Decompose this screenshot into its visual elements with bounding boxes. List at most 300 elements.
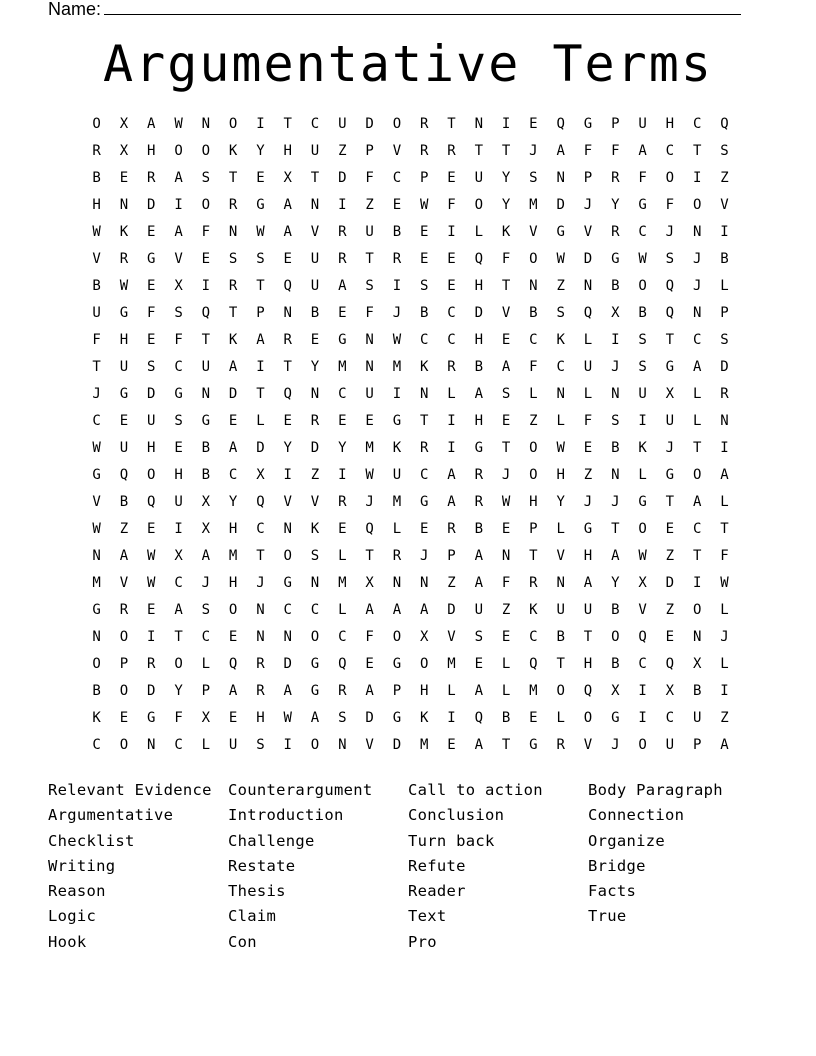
grid-letter[interactable]: O (556, 682, 565, 699)
grid-letter[interactable]: H (256, 709, 265, 726)
grid-letter[interactable]: W (419, 196, 429, 213)
grid-letter[interactable]: T (92, 358, 101, 375)
grid-letter[interactable]: Z (310, 466, 320, 483)
grid-letter[interactable]: O (638, 277, 647, 294)
grid-letter[interactable]: F (611, 142, 620, 159)
grid-letter[interactable]: U (638, 115, 647, 132)
grid-letter[interactable]: T (501, 439, 511, 456)
grid-letter[interactable]: L (638, 466, 647, 483)
grid-letter[interactable]: H (419, 682, 429, 699)
grid-letter[interactable]: A (720, 466, 729, 483)
grid-letter[interactable]: T (665, 331, 675, 348)
grid-letter[interactable]: K (310, 520, 320, 537)
grid-letter[interactable]: F (147, 304, 156, 321)
grid-letter[interactable]: A (256, 331, 265, 348)
grid-letter[interactable]: N (556, 385, 565, 402)
grid-letter[interactable]: X (174, 547, 183, 564)
grid-letter[interactable]: Y (283, 439, 292, 456)
grid-letter[interactable]: R (529, 574, 538, 591)
grid-letter[interactable]: L (720, 655, 729, 672)
grid-letter[interactable]: A (228, 439, 238, 456)
grid-letter[interactable]: O (392, 115, 402, 132)
grid-letter[interactable]: B (474, 358, 484, 375)
grid-letter[interactable]: X (638, 574, 647, 591)
grid-letter[interactable]: S (638, 358, 647, 375)
grid-letter[interactable]: M (92, 574, 101, 591)
grid-letter[interactable]: W (283, 709, 292, 726)
grid-letter[interactable]: G (119, 304, 129, 321)
grid-letter[interactable]: Y (611, 574, 620, 591)
grid-letter[interactable]: N (365, 331, 374, 348)
grid-letter[interactable]: S (174, 304, 183, 321)
grid-letter[interactable]: A (365, 682, 374, 699)
grid-letter[interactable]: D (474, 304, 484, 321)
grid-letter[interactable]: F (365, 628, 374, 645)
grid-letter[interactable]: E (529, 115, 538, 132)
grid-letter[interactable]: O (174, 655, 183, 672)
grid-letter[interactable]: N (365, 358, 374, 375)
grid-letter[interactable]: E (447, 736, 456, 753)
grid-letter[interactable]: K (556, 331, 565, 348)
grid-letter[interactable]: O (692, 601, 702, 618)
grid-letter[interactable]: Q (283, 385, 292, 402)
grid-letter[interactable]: E (447, 169, 456, 186)
grid-letter[interactable]: O (92, 115, 101, 132)
grid-letter[interactable]: U (174, 493, 183, 510)
grid-letter[interactable]: J (665, 439, 675, 456)
grid-letter[interactable]: S (310, 547, 320, 564)
grid-letter[interactable]: T (201, 331, 211, 348)
grid-letter[interactable]: Y (338, 439, 347, 456)
grid-letter[interactable]: V (174, 250, 183, 267)
grid-letter[interactable]: L (201, 736, 211, 753)
grid-letter[interactable]: E (338, 412, 347, 429)
grid-letter[interactable]: G (529, 736, 538, 753)
grid-letter[interactable]: L (501, 682, 511, 699)
grid-letter[interactable]: O (529, 439, 538, 456)
grid-letter[interactable]: M (338, 358, 347, 375)
grid-letter[interactable]: T (256, 277, 265, 294)
grid-letter[interactable]: O (692, 466, 702, 483)
grid-letter[interactable]: T (474, 142, 484, 159)
grid-letter[interactable]: C (174, 736, 183, 753)
grid-letter[interactable]: D (392, 736, 402, 753)
grid-letter[interactable]: T (692, 142, 702, 159)
grid-letter[interactable]: G (147, 250, 156, 267)
grid-letter[interactable]: B (92, 277, 101, 294)
grid-letter[interactable]: Q (283, 277, 292, 294)
grid-letter[interactable]: C (256, 520, 265, 537)
grid-letter[interactable]: U (474, 169, 484, 186)
grid-letter[interactable]: G (583, 520, 593, 537)
grid-letter[interactable]: S (338, 709, 347, 726)
grid-letter[interactable]: F (365, 304, 374, 321)
grid-letter[interactable]: C (447, 304, 456, 321)
grid-letter[interactable]: R (147, 655, 156, 672)
grid-letter[interactable]: C (556, 358, 565, 375)
grid-letter[interactable]: P (692, 736, 702, 753)
grid-letter[interactable]: T (665, 493, 675, 510)
grid-letter[interactable]: B (692, 682, 702, 699)
grid-letter[interactable]: R (283, 331, 292, 348)
grid-letter[interactable]: A (147, 115, 156, 132)
grid-letter[interactable]: G (119, 385, 129, 402)
grid-letter[interactable]: T (256, 385, 265, 402)
grid-letter[interactable]: T (720, 520, 729, 537)
grid-letter[interactable]: D (556, 196, 565, 213)
grid-letter[interactable]: P (419, 169, 429, 186)
grid-letter[interactable]: T (529, 547, 538, 564)
grid-letter[interactable]: U (692, 709, 702, 726)
grid-letter[interactable]: W (256, 223, 265, 240)
grid-letter[interactable]: S (665, 250, 675, 267)
grid-letter[interactable]: A (474, 385, 484, 402)
grid-letter[interactable]: M (529, 196, 538, 213)
grid-letter[interactable]: Z (501, 601, 511, 618)
grid-letter[interactable]: J (692, 250, 702, 267)
grid-letter[interactable]: B (392, 223, 402, 240)
grid-letter[interactable]: O (92, 655, 101, 672)
grid-letter[interactable]: U (665, 412, 675, 429)
grid-letter[interactable]: Q (228, 655, 238, 672)
grid-letter[interactable]: U (583, 358, 593, 375)
grid-letter[interactable]: S (256, 250, 265, 267)
grid-letter[interactable]: E (174, 439, 183, 456)
grid-letter[interactable]: D (365, 709, 374, 726)
grid-letter[interactable]: O (392, 628, 402, 645)
grid-letter[interactable]: N (419, 385, 429, 402)
grid-letter[interactable]: V (583, 223, 593, 240)
grid-letter[interactable]: C (638, 655, 647, 672)
grid-letter[interactable]: R (447, 142, 456, 159)
grid-letter[interactable]: S (228, 250, 238, 267)
grid-letter[interactable]: I (447, 439, 456, 456)
grid-letter[interactable]: W (501, 493, 511, 510)
grid-letter[interactable]: F (365, 169, 374, 186)
grid-letter[interactable]: T (419, 412, 429, 429)
grid-letter[interactable]: U (310, 277, 320, 294)
grid-letter[interactable]: X (119, 115, 129, 132)
grid-letter[interactable]: Z (365, 196, 374, 213)
grid-letter[interactable]: V (583, 736, 593, 753)
grid-letter[interactable]: Y (228, 493, 238, 510)
grid-letter[interactable]: E (228, 709, 238, 726)
grid-letter[interactable]: I (501, 115, 511, 132)
grid-letter[interactable]: I (638, 412, 647, 429)
grid-letter[interactable]: Y (256, 142, 265, 159)
grid-letter[interactable]: U (338, 115, 347, 132)
grid-letter[interactable]: N (611, 466, 620, 483)
grid-letter[interactable]: G (310, 655, 320, 672)
grid-letter[interactable]: W (556, 250, 565, 267)
grid-letter[interactable]: L (392, 520, 402, 537)
grid-letter[interactable]: T (583, 628, 593, 645)
grid-letter[interactable]: O (201, 142, 211, 159)
grid-letter[interactable]: T (228, 304, 238, 321)
grid-letter[interactable]: E (338, 304, 347, 321)
grid-letter[interactable]: I (283, 736, 292, 753)
grid-letter[interactable]: J (665, 223, 675, 240)
grid-letter[interactable]: B (529, 304, 538, 321)
grid-letter[interactable]: N (611, 385, 620, 402)
grid-letter[interactable]: G (174, 385, 183, 402)
grid-letter[interactable]: I (392, 277, 402, 294)
grid-letter[interactable]: O (147, 466, 156, 483)
grid-letter[interactable]: J (365, 493, 374, 510)
grid-letter[interactable]: Q (147, 493, 156, 510)
grid-letter[interactable]: R (611, 223, 620, 240)
grid-letter[interactable]: D (228, 385, 238, 402)
grid-letter[interactable]: M (365, 439, 374, 456)
grid-letter[interactable]: M (338, 574, 347, 591)
grid-letter[interactable]: J (583, 196, 593, 213)
grid-letter[interactable]: L (256, 412, 265, 429)
grid-letter[interactable]: E (147, 331, 156, 348)
grid-letter[interactable]: U (92, 304, 101, 321)
grid-letter[interactable]: A (419, 601, 429, 618)
grid-letter[interactable]: T (283, 358, 292, 375)
grid-letter[interactable]: P (611, 115, 620, 132)
grid-letter[interactable]: O (638, 736, 647, 753)
grid-letter[interactable]: K (228, 142, 238, 159)
grid-letter[interactable]: G (392, 412, 402, 429)
grid-letter[interactable]: T (501, 736, 511, 753)
grid-letter[interactable]: R (338, 493, 347, 510)
grid-letter[interactable]: E (474, 655, 484, 672)
grid-letter[interactable]: I (447, 709, 456, 726)
grid-letter[interactable]: R (119, 250, 129, 267)
grid-letter[interactable]: A (501, 358, 511, 375)
grid-letter[interactable]: I (174, 196, 183, 213)
grid-letter[interactable]: N (692, 628, 702, 645)
grid-letter[interactable]: X (611, 682, 620, 699)
grid-letter[interactable]: N (228, 223, 238, 240)
grid-letter[interactable]: K (638, 439, 647, 456)
grid-letter[interactable]: J (720, 628, 729, 645)
grid-letter[interactable]: E (501, 520, 511, 537)
grid-letter[interactable]: A (283, 196, 292, 213)
grid-letter[interactable]: I (147, 628, 156, 645)
grid-letter[interactable]: Q (338, 655, 347, 672)
grid-letter[interactable]: X (119, 142, 129, 159)
grid-letter[interactable]: A (474, 574, 484, 591)
grid-letter[interactable]: S (556, 304, 565, 321)
grid-letter[interactable]: R (474, 493, 484, 510)
grid-letter[interactable]: L (556, 412, 565, 429)
grid-letter[interactable]: D (256, 439, 265, 456)
grid-letter[interactable]: M (529, 682, 538, 699)
grid-letter[interactable]: R (447, 358, 456, 375)
grid-letter[interactable]: O (692, 196, 702, 213)
grid-letter[interactable]: J (529, 142, 538, 159)
grid-letter[interactable]: Q (119, 466, 129, 483)
grid-letter[interactable]: N (392, 574, 402, 591)
grid-letter[interactable]: G (338, 331, 347, 348)
grid-letter[interactable]: L (201, 655, 211, 672)
grid-letter[interactable]: F (529, 358, 538, 375)
grid-letter[interactable]: J (92, 385, 101, 402)
grid-letter[interactable]: F (501, 574, 511, 591)
grid-letter[interactable]: I (638, 709, 647, 726)
grid-letter[interactable]: K (419, 358, 429, 375)
grid-letter[interactable]: F (174, 709, 183, 726)
grid-letter[interactable]: F (201, 223, 211, 240)
grid-letter[interactable]: L (692, 385, 702, 402)
grid-letter[interactable]: A (474, 547, 484, 564)
grid-letter[interactable]: T (174, 628, 183, 645)
grid-letter[interactable]: N (310, 196, 320, 213)
grid-letter[interactable]: A (119, 547, 129, 564)
grid-letter[interactable]: B (611, 439, 620, 456)
grid-letter[interactable]: R (611, 169, 620, 186)
grid-letter[interactable]: N (556, 574, 565, 591)
grid-letter[interactable]: J (392, 304, 402, 321)
grid-letter[interactable]: N (283, 628, 292, 645)
grid-letter[interactable]: Z (338, 142, 347, 159)
grid-letter[interactable]: E (147, 520, 156, 537)
grid-letter[interactable]: E (119, 412, 129, 429)
grid-letter[interactable]: S (201, 169, 211, 186)
grid-letter[interactable]: F (720, 547, 729, 564)
grid-letter[interactable]: C (174, 574, 183, 591)
grid-letter[interactable]: H (119, 331, 129, 348)
grid-letter[interactable]: V (310, 223, 320, 240)
grid-letter[interactable]: C (419, 331, 429, 348)
grid-letter[interactable]: Y (501, 169, 511, 186)
grid-letter[interactable]: U (119, 358, 129, 375)
grid-letter[interactable]: Q (665, 304, 675, 321)
grid-letter[interactable]: S (474, 628, 484, 645)
grid-letter[interactable]: N (692, 223, 702, 240)
grid-letter[interactable]: G (556, 223, 565, 240)
grid-letter[interactable]: G (611, 250, 620, 267)
grid-letter[interactable]: P (720, 304, 729, 321)
grid-letter[interactable]: R (310, 412, 320, 429)
grid-letter[interactable]: B (611, 601, 620, 618)
grid-letter[interactable]: N (501, 547, 511, 564)
grid-letter[interactable]: S (147, 358, 156, 375)
grid-letter[interactable]: G (474, 439, 484, 456)
grid-letter[interactable]: O (228, 601, 238, 618)
grid-letter[interactable]: N (283, 304, 292, 321)
grid-letter[interactable]: Q (474, 709, 484, 726)
grid-letter[interactable]: R (720, 385, 729, 402)
grid-letter[interactable]: A (174, 601, 183, 618)
grid-letter[interactable]: R (228, 196, 238, 213)
grid-letter[interactable]: O (665, 169, 675, 186)
grid-letter[interactable]: Y (310, 358, 320, 375)
grid-letter[interactable]: N (310, 574, 320, 591)
grid-letter[interactable]: H (665, 115, 675, 132)
grid-letter[interactable]: T (501, 277, 511, 294)
grid-letter[interactable]: J (611, 736, 620, 753)
grid-letter[interactable]: P (201, 682, 211, 699)
grid-letter[interactable]: C (638, 223, 647, 240)
grid-letter[interactable]: L (583, 331, 593, 348)
grid-letter[interactable]: K (119, 223, 129, 240)
grid-letter[interactable]: Q (665, 655, 675, 672)
grid-letter[interactable]: B (556, 628, 565, 645)
grid-letter[interactable]: V (638, 601, 647, 618)
grid-letter[interactable]: Z (583, 466, 593, 483)
grid-letter[interactable]: N (583, 277, 593, 294)
grid-letter[interactable]: P (365, 142, 374, 159)
grid-letter[interactable]: J (611, 493, 620, 510)
grid-letter[interactable]: N (529, 277, 538, 294)
grid-letter[interactable]: R (338, 682, 347, 699)
grid-letter[interactable]: F (583, 142, 593, 159)
grid-letter[interactable]: L (720, 601, 729, 618)
grid-letter[interactable]: E (392, 196, 402, 213)
grid-letter[interactable]: N (283, 520, 292, 537)
grid-letter[interactable]: T (228, 169, 238, 186)
grid-letter[interactable]: S (720, 142, 729, 159)
grid-letter[interactable]: I (447, 412, 456, 429)
grid-letter[interactable]: T (501, 142, 511, 159)
grid-letter[interactable]: E (119, 169, 129, 186)
grid-letter[interactable]: O (119, 682, 129, 699)
grid-letter[interactable]: T (692, 547, 702, 564)
grid-letter[interactable]: R (92, 142, 101, 159)
grid-letter[interactable]: Y (611, 196, 620, 213)
grid-letter[interactable]: J (419, 547, 429, 564)
grid-letter[interactable]: A (692, 493, 702, 510)
grid-letter[interactable]: A (474, 736, 484, 753)
grid-letter[interactable]: D (720, 358, 729, 375)
grid-letter[interactable]: E (665, 628, 675, 645)
grid-letter[interactable]: A (174, 223, 183, 240)
grid-letter[interactable]: N (556, 169, 565, 186)
grid-letter[interactable]: V (501, 304, 511, 321)
grid-letter[interactable]: Y (501, 196, 511, 213)
grid-letter[interactable]: G (92, 466, 101, 483)
grid-letter[interactable]: Q (201, 304, 211, 321)
grid-letter[interactable]: G (583, 115, 593, 132)
grid-letter[interactable]: S (256, 736, 265, 753)
grid-letter[interactable]: A (310, 709, 320, 726)
grid-letter[interactable]: S (501, 385, 511, 402)
grid-letter[interactable]: U (365, 385, 374, 402)
grid-letter[interactable]: K (529, 601, 538, 618)
grid-letter[interactable]: U (310, 142, 320, 159)
grid-letter[interactable]: C (447, 331, 456, 348)
grid-letter[interactable]: L (556, 520, 565, 537)
grid-letter[interactable]: A (392, 601, 402, 618)
grid-letter[interactable]: C (338, 628, 347, 645)
grid-letter[interactable]: G (665, 358, 675, 375)
grid-letter[interactable]: T (365, 547, 374, 564)
grid-letter[interactable]: V (720, 196, 729, 213)
grid-letter[interactable]: C (283, 601, 292, 618)
grid-letter[interactable]: B (92, 682, 101, 699)
grid-letter[interactable]: O (419, 655, 429, 672)
grid-letter[interactable]: O (529, 466, 538, 483)
grid-letter[interactable]: C (201, 628, 211, 645)
grid-letter[interactable]: B (310, 304, 320, 321)
grid-letter[interactable]: D (147, 682, 156, 699)
grid-letter[interactable]: I (611, 331, 620, 348)
grid-letter[interactable]: Q (583, 682, 593, 699)
grid-letter[interactable]: A (283, 223, 292, 240)
grid-letter[interactable]: U (556, 601, 565, 618)
grid-letter[interactable]: I (338, 466, 347, 483)
grid-letter[interactable]: F (583, 412, 593, 429)
grid-letter[interactable]: B (119, 493, 129, 510)
grid-letter[interactable]: H (474, 331, 484, 348)
grid-letter[interactable]: K (419, 709, 429, 726)
grid-letter[interactable]: E (447, 277, 456, 294)
grid-letter[interactable]: Q (256, 493, 265, 510)
